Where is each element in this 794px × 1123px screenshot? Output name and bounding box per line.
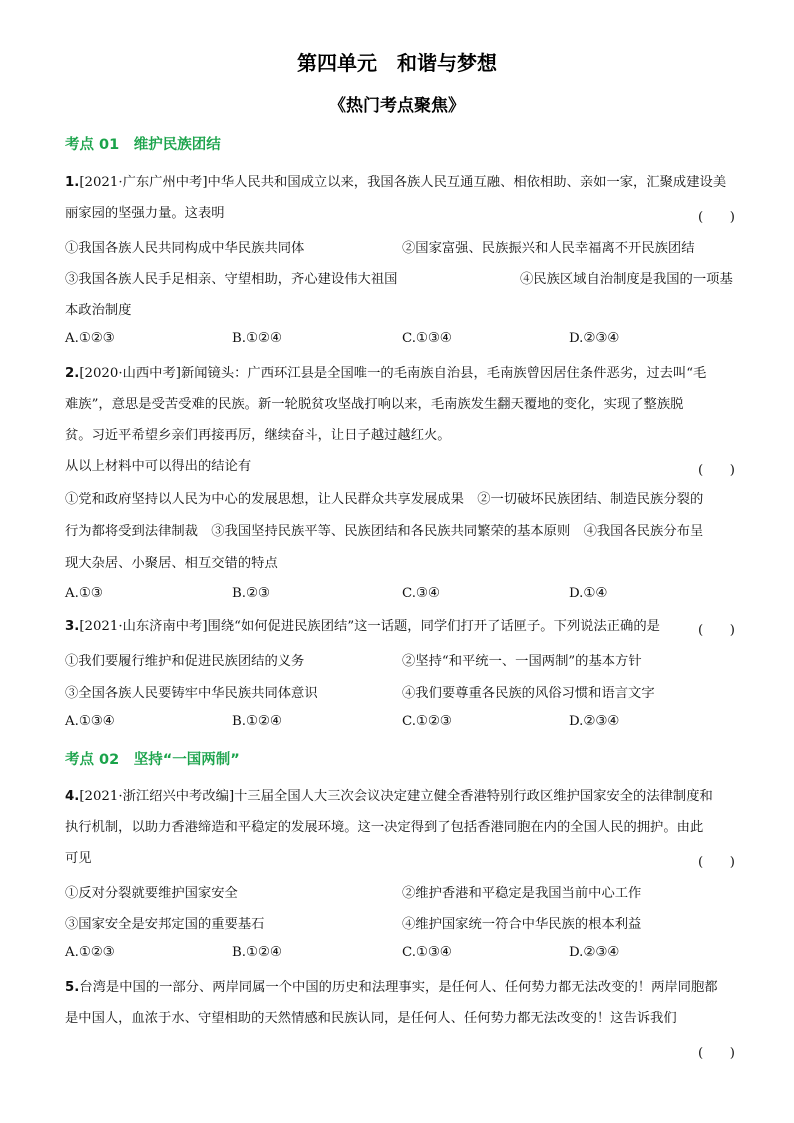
question-2-line-3: 贫。习近平希望乡亲们再接再厉，继续奋斗，让日子越过越红火。 — [65, 428, 451, 443]
option-statement: ①我们要履行维护和促进民族团结的义务 — [65, 654, 305, 669]
question-4-line-2: 执行机制，以助力香港缔造和平稳定的发展环境。这一决定得到了包括香港同胞在内的全国人民的拥护。由此 — [65, 820, 704, 835]
choice-b: B.①②④ — [232, 945, 282, 960]
question-5-line-2: 是中国人，血浓于水、守望相助的天然情感和民族认同，是任何人、任何势力都无法改变的！这告诉我们 — [65, 1011, 677, 1026]
option-statement: ①反对分裂就要维护国家安全 — [65, 886, 238, 901]
question-2-line-2: 难族”，意思是受苦受难的民族。新一轮脱贫攻坚战打响以来，毛南族发生翻天覆地的变化，实现了整族脱 — [65, 397, 684, 412]
answer-parentheses: ( ) — [698, 1046, 735, 1061]
question-2-body-1: ①党和政府坚持以人民为中心的发展思想，让人民群众共享发展成果 ②一切破坏民族团结、制造民族分裂的 — [65, 492, 704, 507]
option-statement: ③我国各族人民手足相亲、守望相助，齐心建设伟大祖国 — [65, 272, 398, 287]
question-number: 5. — [65, 980, 80, 995]
answer-parentheses: ( ) — [698, 463, 735, 478]
question-5-line-1 — [65, 978, 718, 998]
question-1-line-2: 丽家园的坚强力量。这表明 — [65, 206, 225, 221]
choice-a: A.①②③ — [65, 331, 115, 346]
question-number: 4. — [65, 789, 80, 804]
option-statement: ①我国各族人民共同构成中华民族共同体 — [65, 241, 305, 256]
option-statement: ③全国各族人民要铸牢中华民族共同体意识 — [65, 686, 318, 701]
question-2-line-1 — [65, 364, 706, 384]
question-number: 2. — [65, 366, 80, 381]
option-statement: ④我们要尊重各民族的风俗习惯和语言文字 — [402, 686, 655, 701]
choice-d: D.①④ — [569, 586, 608, 601]
choice-c: C.①③④ — [402, 945, 452, 960]
choice-b: B.①②④ — [232, 714, 282, 729]
answer-parentheses: ( ) — [698, 855, 735, 870]
question-text: 新闻镜头：广西环江县是全国唯一的毛南族自治县，毛南族曾因居住条件恶劣，过去叫“毛 — [180, 366, 707, 381]
question-2-body-3: 现大杂居、小聚居、相互交错的特点 — [65, 556, 278, 571]
question-number: 3. — [65, 619, 80, 634]
choice-a: A.①③ — [65, 586, 103, 601]
choice-d: D.②③④ — [569, 714, 620, 729]
choice-d: D.②③④ — [569, 331, 620, 346]
answer-parentheses: ( ) — [698, 210, 735, 225]
choice-c: C.①②③ — [402, 714, 452, 729]
option-statement: ②维护香港和平稳定是我国当前中心工作 — [402, 886, 642, 901]
section-heading-2: 考点 02 坚持“一国两制” — [65, 752, 240, 768]
answer-parentheses: ( ) — [698, 623, 735, 638]
choice-a: A.①③④ — [65, 714, 115, 729]
choice-b: B.②③ — [232, 586, 270, 601]
question-text: 中华人民共和国成立以来，我国各族人民互通互融、相依相助、亲如一家，汇聚成建设美 — [207, 175, 727, 190]
option-statement: ③国家安全是安邦定国的重要基石 — [65, 917, 265, 932]
question-source: [2020·山西中考] — [79, 366, 181, 381]
page-title: 第四单元 和谐与梦想 — [297, 51, 497, 75]
option-statement: ②国家富强、民族振兴和人民幸福离不开民族团结 — [402, 241, 695, 256]
question-1-line-1 — [65, 173, 726, 193]
question-source: [2021·山东济南中考] — [79, 619, 208, 634]
question-text: 台湾是中国的一部分、两岸同属一个中国的历史和法理事实，是任何人、任何势力都无法改变的！两岸同胞都 — [79, 980, 718, 995]
question-3-line-1 — [65, 617, 660, 637]
choice-c: C.①③④ — [402, 331, 452, 346]
option-statement: ④维护国家统一符合中华民族的根本利益 — [402, 917, 642, 932]
section-heading-1: 考点 01 维护民族团结 — [65, 137, 221, 153]
choice-d: D.②③④ — [569, 945, 620, 960]
option-statement: ④民族区域自治制度是我国的一项基 — [520, 272, 733, 287]
question-4-line-3: 可见 — [65, 851, 92, 866]
choice-c: C.③④ — [402, 586, 440, 601]
page-subtitle: 《热门考点聚焦》 — [329, 96, 465, 116]
option-statement: 本政治制度 — [65, 303, 132, 318]
option-statement: ②坚持“和平统一、一国两制”的基本方针 — [402, 654, 642, 669]
question-text: 围绕“如何促进民族团结”这一话题，同学们打开了话匣子。下列说法正确的是 — [207, 619, 660, 634]
question-2-prompt: 从以上材料中可以得出的结论有 — [65, 459, 252, 474]
choice-b: B.①②④ — [232, 331, 282, 346]
question-source: [2021·浙江绍兴中考改编] — [79, 789, 235, 804]
question-text: 十三届全国人大三次会议决定建立健全香港特别行政区维护国家安全的法律制度和 — [234, 789, 713, 804]
question-4-line-1 — [65, 787, 713, 807]
question-2-body-2: 行为都将受到法律制裁 ③我国坚持民族平等、民族团结和各民族共同繁荣的基本原则 ④我国各民族分布呈 — [65, 524, 704, 539]
question-source: [2021·广东广州中考] — [79, 175, 208, 190]
question-number: 1. — [65, 175, 80, 190]
choice-a: A.①②③ — [65, 945, 115, 960]
